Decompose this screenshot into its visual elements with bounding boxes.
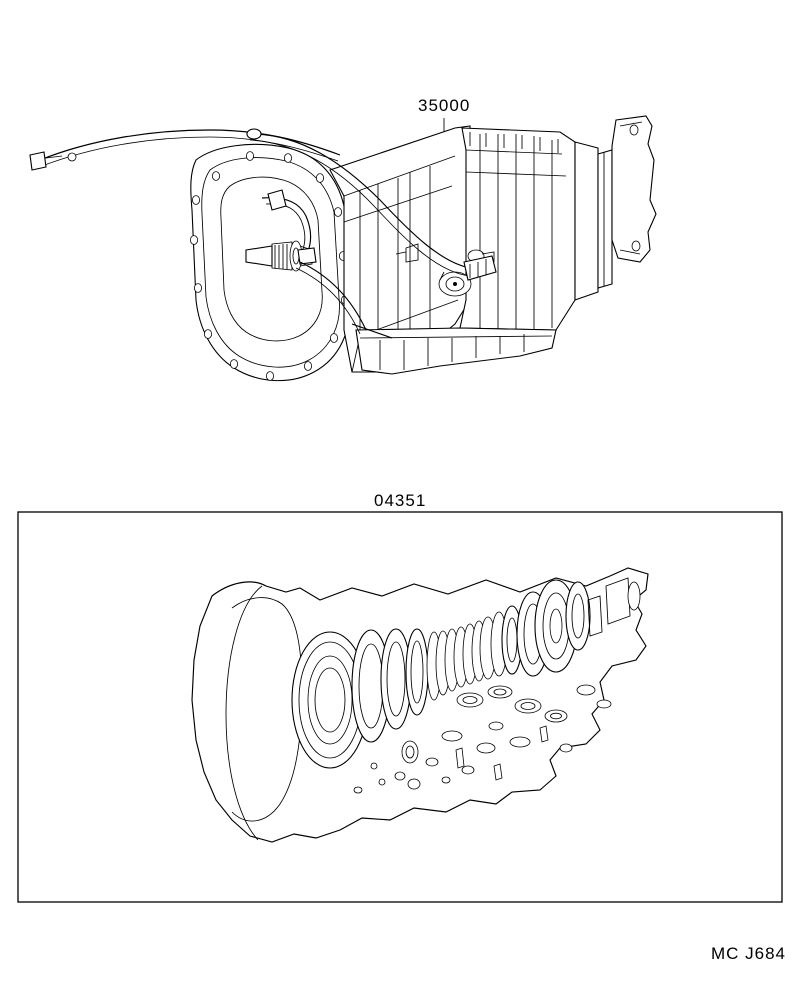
extension-housing [575, 116, 656, 300]
bell-housing [190, 144, 349, 380]
figure-automatic-transmission [30, 116, 656, 381]
figure-overhaul-gasket-kit [18, 512, 782, 902]
rear-drum-gaskets [517, 580, 602, 676]
throttle-cable [30, 130, 340, 170]
transmission-case [330, 126, 470, 372]
oil-pan [356, 328, 556, 374]
dipstick-tube [247, 129, 496, 280]
callout-35000: 35000 [418, 96, 471, 115]
callout-04351: 04351 [374, 491, 427, 510]
gasket-kit-silhouette [192, 568, 648, 842]
sheet-code: MC J684 [710, 944, 786, 963]
figure-frame [18, 512, 782, 902]
seal-ring-stack [427, 606, 522, 700]
valve-body-housing [460, 128, 575, 330]
input-shaft [246, 241, 312, 271]
o-ring-set [354, 685, 611, 793]
case-side-details [396, 244, 494, 296]
lower-bracket [262, 190, 392, 338]
extension-housing-seal [606, 578, 640, 624]
clutch-drum-gaskets [292, 629, 428, 768]
